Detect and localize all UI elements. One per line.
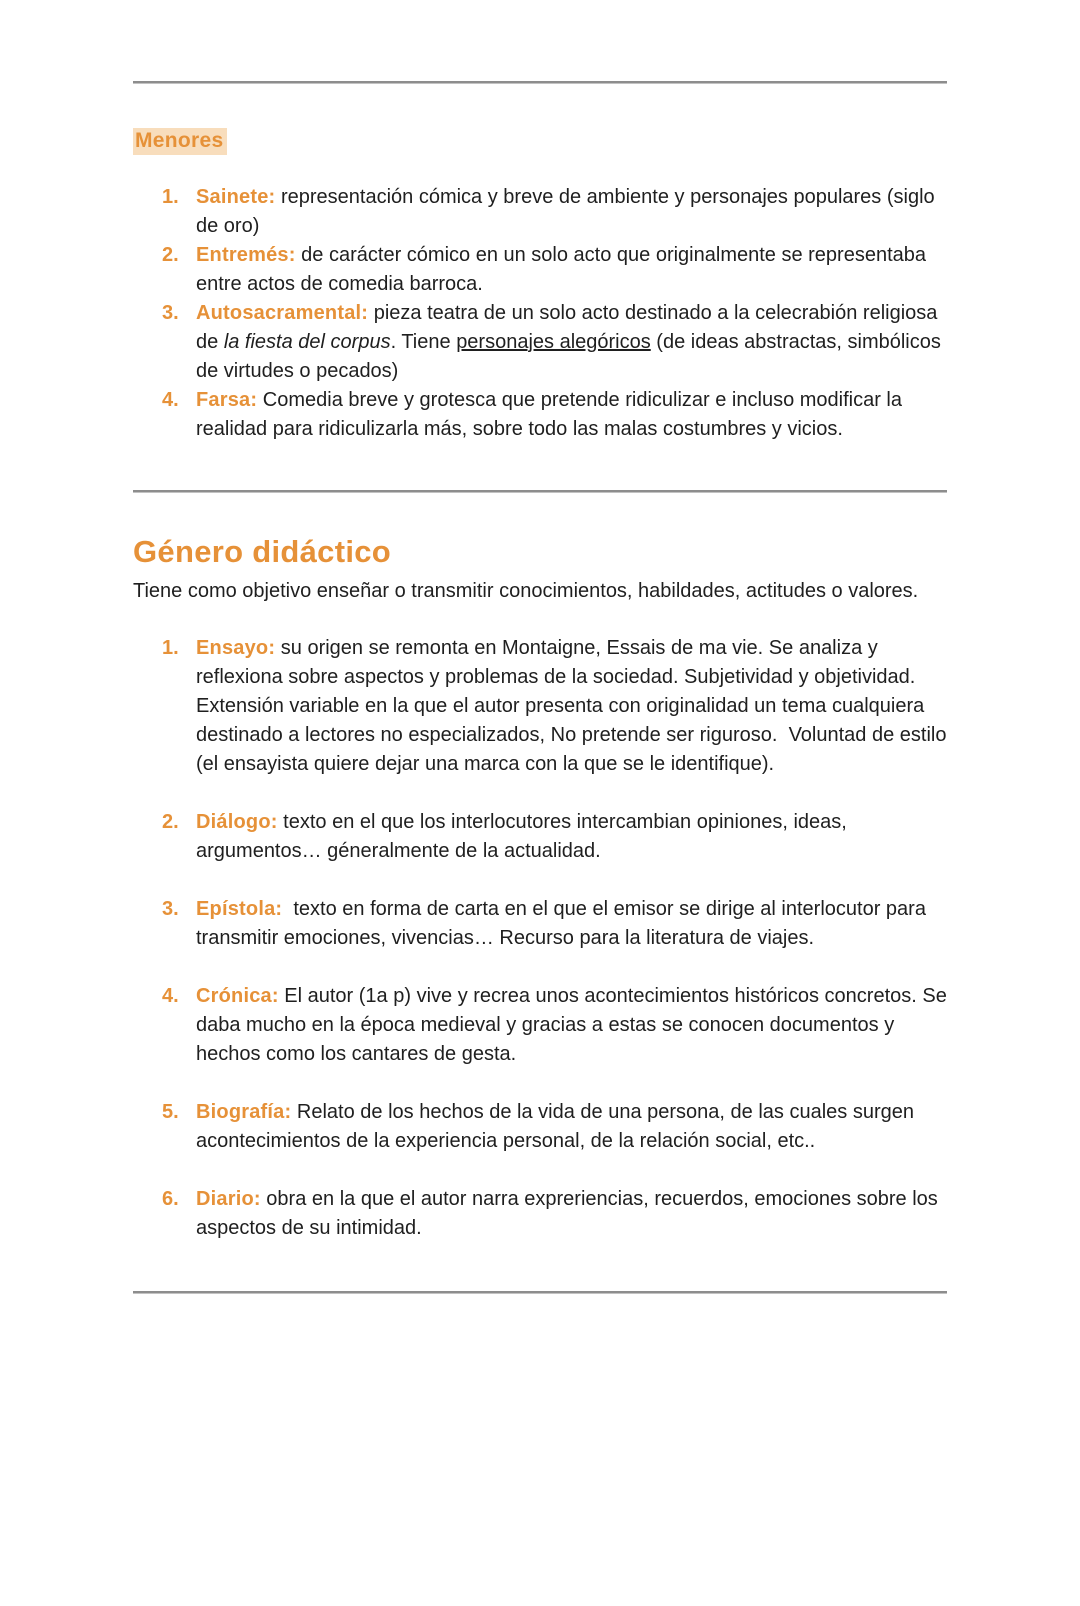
list-item-number: 4. <box>162 389 179 411</box>
list-item-text <box>196 895 947 953</box>
text-italic: la fiesta del corpus <box>223 331 391 353</box>
list-item <box>162 299 947 386</box>
list-item-text <box>196 241 947 299</box>
list-item-text <box>196 183 947 241</box>
list-item-text <box>196 1098 947 1156</box>
text-segment: texto en el que los interlocutores intercambian opiniones, ideas, argumentos… géneralmente de la actualidad. <box>196 811 853 862</box>
didactico-intro: Tiene como objetivo enseñar o transmitir conocimientos, habildades, actitudes o valores. <box>133 580 919 602</box>
list-item-term: Ensayo: <box>196 637 276 659</box>
list-item <box>162 386 947 444</box>
didactico-heading: Género didáctico <box>133 534 392 569</box>
list-item-term: Entremés: <box>196 244 296 266</box>
text-segment: representación cómica y breve de ambiente y personajes populares (siglo de oro) <box>196 186 941 237</box>
list-item <box>162 982 953 1069</box>
list-item-text <box>196 386 947 444</box>
text-underline: personajes alegóricos <box>456 331 651 353</box>
menores-heading: Menores <box>133 128 227 155</box>
list-item-number: 4. <box>162 985 179 1007</box>
text-segment: (de ideas abstractas, simbólicos de virtudes o pecados) <box>196 331 947 382</box>
list-item-number: 1. <box>162 637 179 659</box>
didactico-list <box>133 634 953 1243</box>
list-item-text <box>196 982 953 1069</box>
list-item <box>162 634 953 779</box>
list-item-term: Autosacramental: <box>196 302 369 324</box>
section-didactico <box>133 533 953 1243</box>
list-item-number: 1. <box>162 186 179 208</box>
list-item <box>162 808 947 866</box>
text-segment: . Tiene <box>390 331 457 353</box>
list-item <box>162 1098 947 1156</box>
list-item-text <box>196 634 953 779</box>
list-item-text <box>196 1185 947 1243</box>
list-item-number: 3. <box>162 898 179 920</box>
menores-list <box>133 183 947 444</box>
list-item-number: 2. <box>162 811 179 833</box>
list-item <box>162 183 947 241</box>
list-item-term: Sainete: <box>196 186 276 208</box>
list-item <box>162 241 947 299</box>
text-segment: pieza teatra de un solo acto destinado a la celecrabión religiosa de <box>196 302 943 353</box>
list-item-text <box>196 808 947 866</box>
list-item-term: Biografía: <box>196 1101 292 1123</box>
list-item-term: Crónica: <box>196 985 279 1007</box>
section-divider <box>133 490 947 493</box>
text-segment: El autor (1a p) vive y recrea unos acontecimientos históricos concretos. Se daba mucho en la época medieval y gracias a estas se conocen documentos y hechos como los cantares de gesta. <box>196 985 953 1065</box>
list-item-number: 5. <box>162 1101 179 1123</box>
list-item-text <box>196 299 947 386</box>
list-item-term: Diálogo: <box>196 811 278 833</box>
text-segment: texto en forma de carta en el que el emisor se dirige al interlocutor para transmitir emociones, vivencias… Recurso para la literatura de viajes. <box>196 898 932 949</box>
list-item <box>162 1185 947 1243</box>
text-segment: obra en la que el autor narra expreriencias, recuerdos, emociones sobre los aspectos de su intimidad. <box>196 1188 944 1239</box>
list-item-number: 3. <box>162 302 179 324</box>
list-item-number: 2. <box>162 244 179 266</box>
document-page <box>0 81 1080 1606</box>
list-item-term: Diario: <box>196 1188 261 1210</box>
section-menores <box>133 84 947 444</box>
list-item <box>162 895 947 953</box>
list-item-term: Farsa: <box>196 389 258 411</box>
text-segment: de carácter cómico en un solo acto que originalmente se representaba entre actos de comedia barroca. <box>196 244 932 295</box>
text-segment: Relato de los hechos de la vida de una persona, de las cuales surgen acontecimientos de la experiencia personal, de la relación social, etc.. <box>196 1101 920 1152</box>
list-item-number: 6. <box>162 1188 179 1210</box>
list-item-term: Epístola: <box>196 898 283 920</box>
bottom-divider <box>133 1291 947 1294</box>
text-segment: Comedia breve y grotesca que pretende ridiculizar e incluso modificar la realidad para ridiculizarla más, sobre todo las malas costumbres y vicios. <box>196 389 908 440</box>
text-segment: su origen se remonta en Montaigne, Essais de ma vie. Se analiza y reflexiona sobre aspectos y problemas de la sociedad. Subjetividad y objetividad. Extensión variable en la que el autor presenta con originalidad un tema cualquiera destinado a lectores no especializados, No pretende ser riguroso. Voluntad de estilo (el ensayista quiere dejar una marca con la que se le identifique). <box>196 637 953 775</box>
